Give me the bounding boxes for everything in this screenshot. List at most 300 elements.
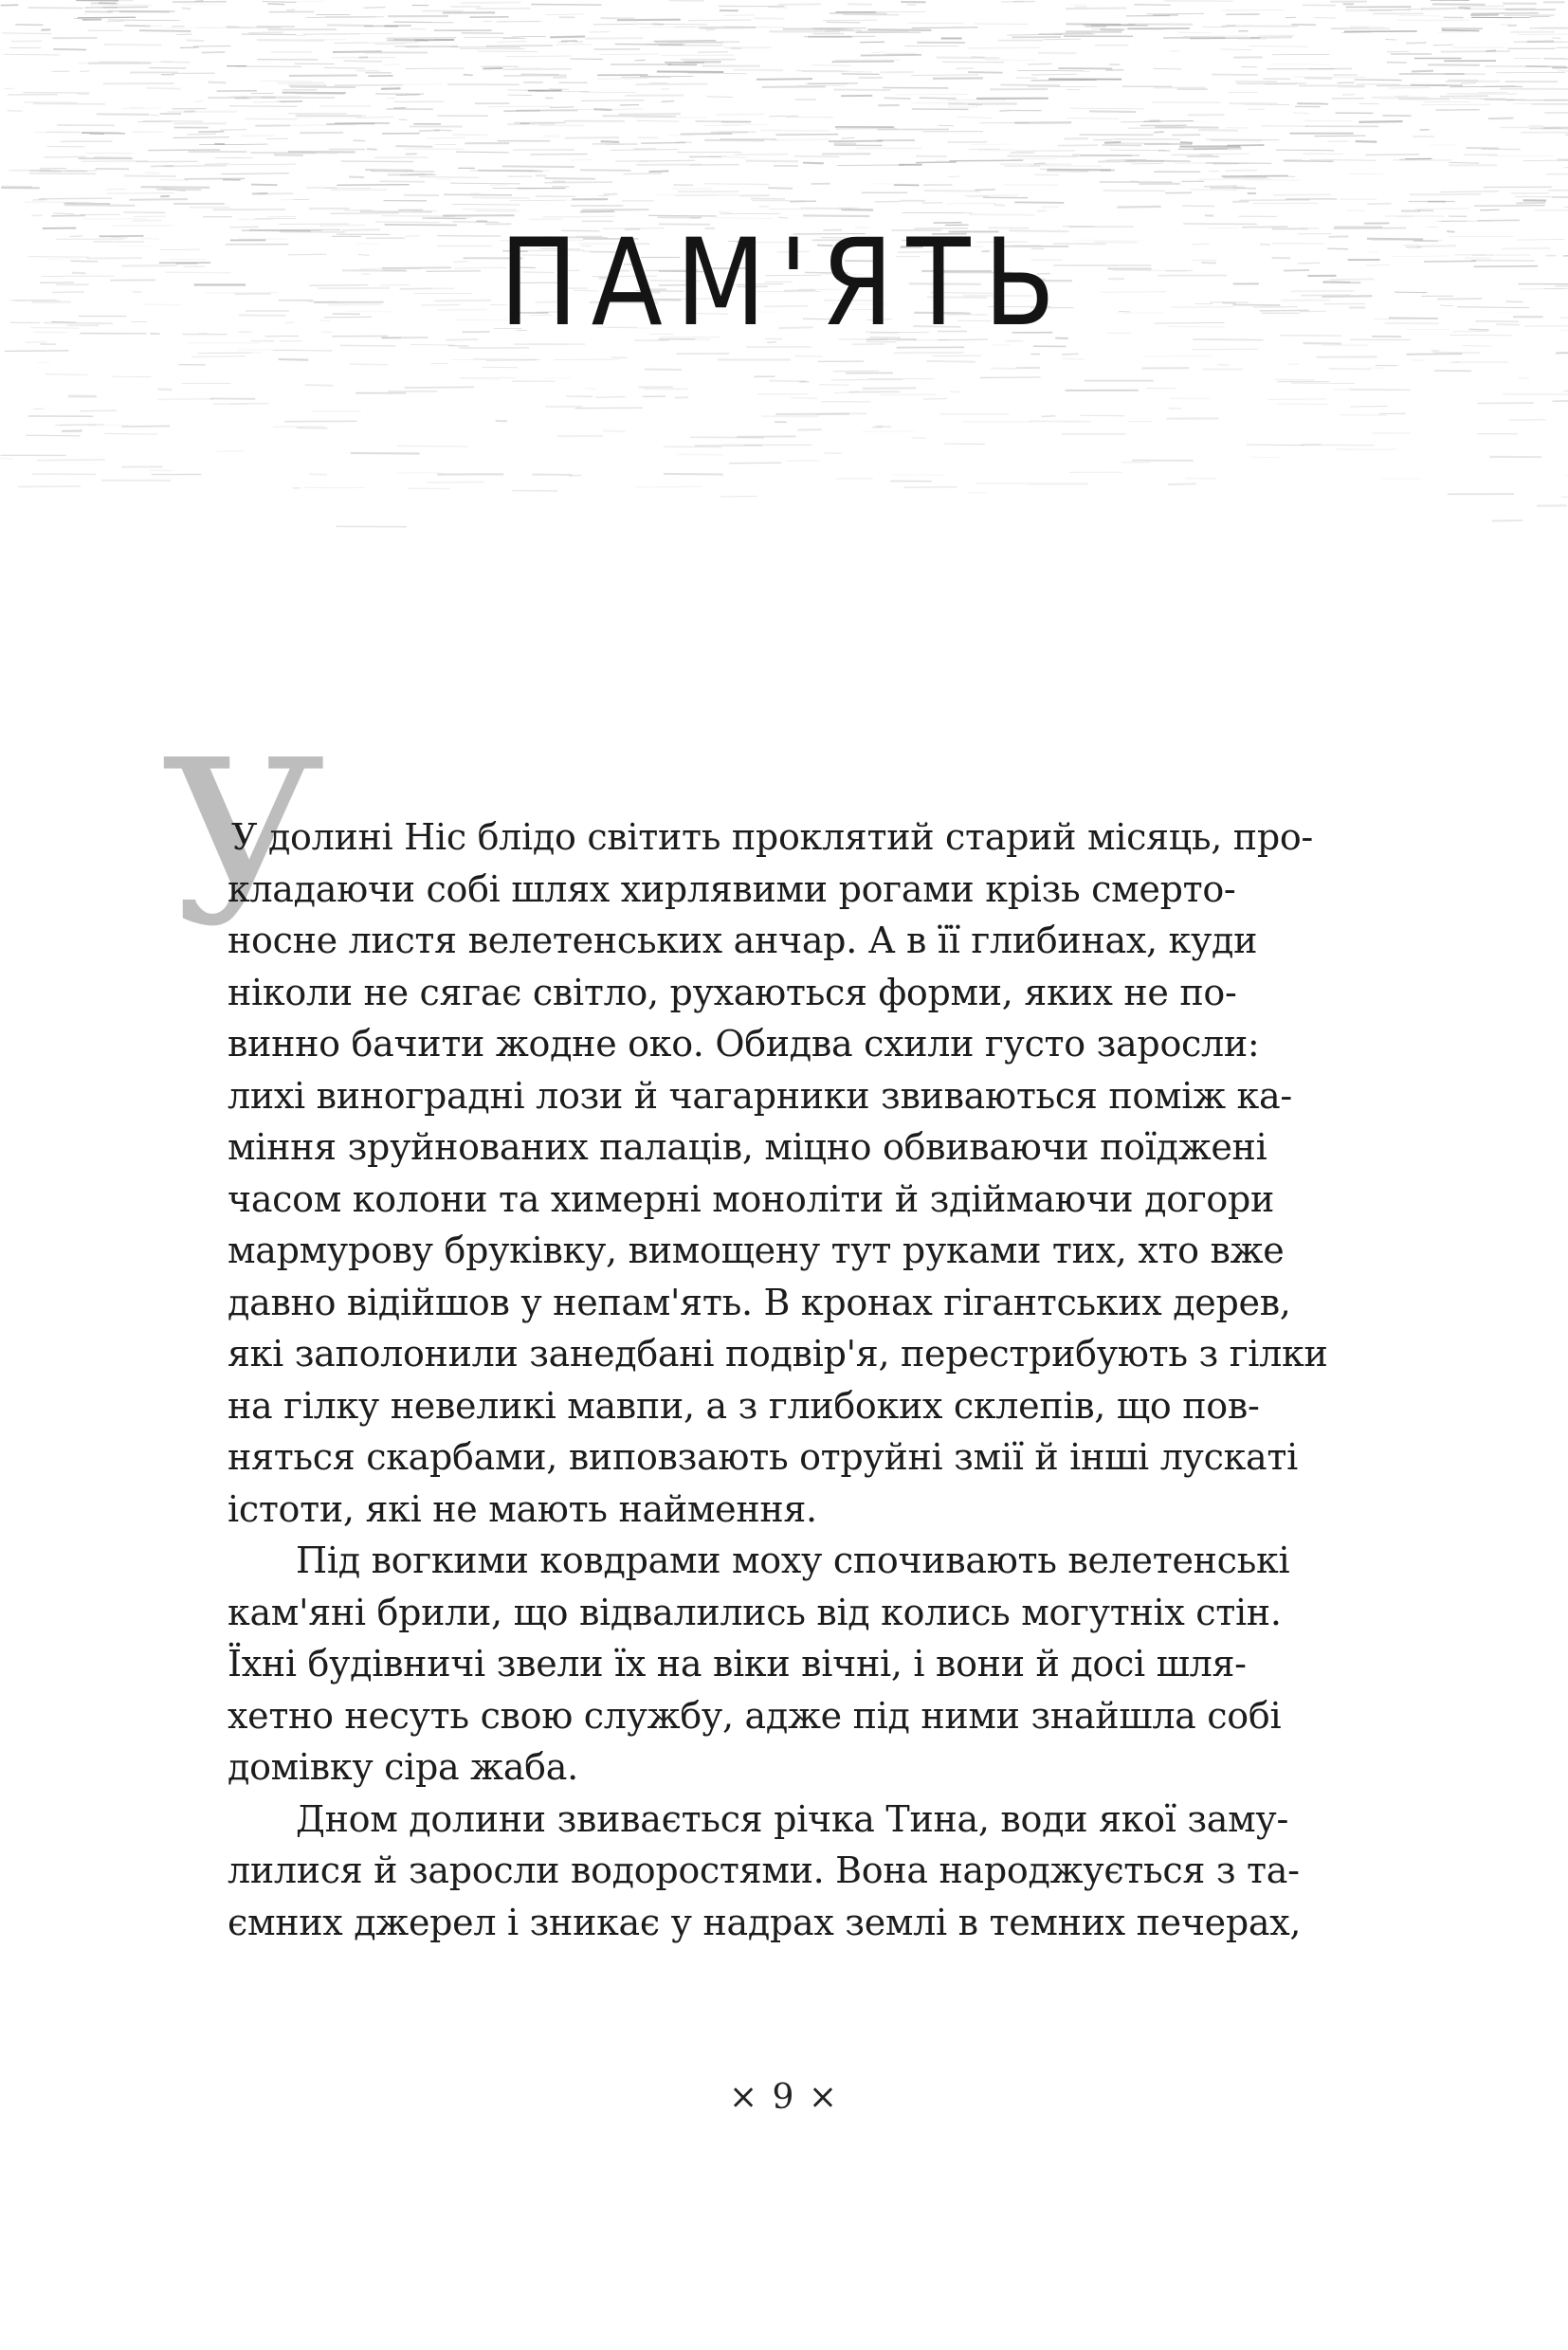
texture-streak [1190,38,1261,39]
texture-streak [791,398,817,399]
texture-streak [462,33,503,34]
texture-streak [351,453,420,454]
texture-streak [102,7,148,8]
texture-streak [305,385,334,386]
texture-streak [649,171,669,172]
texture-streak [836,128,897,129]
texture-streak [208,82,226,83]
texture-streak [776,135,839,136]
texture-streak [267,4,284,5]
texture-streak [819,385,848,386]
texture-streak [1168,483,1196,484]
texture-streak [1284,161,1333,162]
texture-streak [53,213,74,214]
texture-streak [636,24,707,25]
texture-streak [1218,365,1230,366]
texture-streak [768,8,788,9]
texture-streak [1558,71,1568,72]
texture-streak [994,205,1005,206]
texture-streak [290,87,356,88]
texture-streak [1178,32,1211,33]
text-line: ніколи не сягає світло, рухаються форми, яких не по- [228,971,1237,1013]
texture-streak [1441,51,1510,52]
text-line: Їхні будівничі звели їх на віки вічні, і вони й досі шля- [228,1643,1247,1685]
texture-streak [1058,145,1098,146]
texture-streak [1516,203,1545,204]
texture-streak [1008,156,1079,157]
texture-streak [371,172,434,173]
texture-streak [424,39,434,40]
texture-streak [565,137,619,138]
texture-streak [576,109,643,110]
texture-streak [751,198,785,199]
texture-streak [936,58,999,59]
texture-streak [1518,378,1529,379]
texture-streak [507,124,555,125]
texture-streak [733,70,783,71]
texture-streak [37,460,105,461]
texture-streak [230,164,297,165]
texture-streak [602,116,676,117]
texture-streak [831,379,903,380]
texture-streak [1399,16,1441,17]
texture-streak [771,139,830,140]
texture-streak [720,496,757,497]
text-line: носне листя велетенських анчар. А в її глибинах, куди [228,920,1258,961]
texture-streak [1015,78,1037,79]
texture-streak [1338,82,1355,83]
texture-streak [1440,191,1498,192]
texture-streak [1472,17,1512,18]
texture-streak [1518,34,1568,35]
texture-streak [498,42,526,43]
texture-streak [26,435,80,436]
texture-streak [968,196,989,197]
texture-streak [1035,174,1060,175]
texture-streak [434,130,452,131]
texture-streak [832,62,894,63]
texture-streak [39,198,113,199]
texture-streak [581,209,648,210]
texture-streak [463,209,517,210]
texture-streak [1480,209,1499,210]
texture-streak [546,14,584,15]
texture-streak [99,3,116,4]
texture-streak [148,150,220,151]
texture-streak [585,389,596,390]
texture-streak [803,163,824,164]
texture-streak [1226,171,1258,172]
texture-streak [147,88,181,89]
texture-streak [381,88,401,89]
texture-streak [746,161,798,162]
texture-streak [1342,95,1355,96]
texture-streak [1406,43,1426,44]
texture-streak [538,171,550,172]
texture-streak [585,38,643,39]
texture-streak [124,176,176,177]
texture-streak [829,141,883,142]
texture-streak [975,24,1028,25]
texture-streak [876,427,891,428]
texture-streak [580,170,631,171]
texture-streak [1221,26,1235,27]
texture-streak [912,27,978,28]
texture-streak [151,115,159,116]
texture-streak [343,61,382,62]
texture-streak [1556,353,1568,354]
texture-streak [1503,394,1568,395]
texture-streak [91,5,153,6]
texture-streak [722,124,768,125]
texture-streak [295,94,344,95]
texture-streak [1471,13,1539,14]
texture-streak [769,116,798,117]
texture-streak [800,208,853,209]
texture-streak [180,47,199,48]
texture-streak [1193,121,1212,122]
texture-streak [419,177,480,178]
texture-streak [199,144,267,145]
texture-streak [444,194,512,195]
texture-streak [640,160,695,161]
texture-streak [1484,86,1516,87]
texture-streak [531,5,601,6]
texture-streak [408,174,433,175]
texture-streak [611,150,678,151]
texture-streak [191,356,246,357]
texture-streak [1303,343,1341,344]
texture-streak [1461,83,1476,84]
texture-streak [1050,70,1061,71]
texture-streak [811,65,850,66]
texture-streak [490,185,508,186]
texture-streak [636,84,708,85]
texture-streak [1103,145,1141,146]
texture-streak [1030,166,1102,167]
texture-streak [410,345,454,346]
texture-streak [1182,36,1248,37]
texture-streak [201,52,225,53]
texture-streak [737,436,795,437]
texture-streak [158,389,173,390]
texture-streak [335,43,367,44]
texture-streak [1250,457,1281,458]
texture-streak [704,140,764,141]
paragraph-3 [228,1794,1302,1949]
texture-streak [74,19,88,20]
texture-streak [1047,171,1088,172]
texture-streak [1552,38,1560,39]
texture-streak [550,37,585,38]
text-line: давно відійшов у непам'ять. В кронах гігантських дерев, [228,1281,1291,1323]
texture-streak [1031,74,1077,75]
texture-streak [279,359,309,360]
texture-streak [570,159,593,160]
texture-streak [1357,84,1400,85]
texture-streak [452,205,520,206]
texture-streak [427,137,465,138]
texture-streak [379,181,425,182]
texture-streak [283,93,346,94]
texture-streak [837,165,904,166]
body-text [228,811,1328,1948]
texture-streak [242,34,297,35]
texture-streak [156,190,201,191]
texture-streak [1440,96,1489,97]
texture-streak [104,433,157,434]
texture-streak [1268,399,1327,400]
texture-streak [1037,210,1047,211]
texture-streak [107,193,175,194]
texture-streak [1000,110,1011,111]
texture-streak [187,40,205,41]
texture-streak [388,84,442,85]
texture-streak [939,125,954,126]
texture-streak [688,73,747,74]
texture-streak [503,111,540,112]
texture-streak [23,93,89,94]
texture-streak [1117,207,1160,208]
texture-streak [395,22,454,23]
texture-streak [173,137,229,138]
texture-streak [364,26,411,27]
texture-streak [1007,34,1062,35]
texture-streak [245,118,298,119]
texture-streak [1273,194,1331,195]
texture-streak [112,376,151,377]
texture-streak [1304,78,1332,79]
texture-streak [1067,118,1120,119]
texture-streak [1104,142,1121,143]
texture-streak [1,459,13,460]
texture-streak [657,72,723,73]
texture-streak [1227,145,1264,146]
texture-streak [863,388,917,389]
texture-streak [337,185,409,186]
texture-streak [82,133,125,134]
texture-streak [598,79,648,80]
texture-streak [808,83,858,84]
texture-streak [205,164,229,165]
texture-streak [623,173,662,174]
texture-streak [188,134,216,135]
texture-streak [140,187,210,188]
texture-streak [1314,18,1336,19]
texture-streak [1220,49,1251,50]
texture-streak [1293,113,1309,114]
texture-streak [1331,27,1369,28]
texture-streak [1529,126,1543,127]
texture-streak [1527,41,1554,42]
texture-streak [927,361,975,362]
texture-streak [621,77,671,78]
drop-cap-letter: У [161,711,326,976]
texture-streak [37,362,49,363]
texture-streak [595,397,626,398]
texture-streak [349,177,364,178]
texture-streak [615,45,684,46]
texture-streak [823,20,878,21]
text-line: на гілку невеликі мавпи, а з глибоких склепів, що пов- [228,1384,1260,1427]
texture-streak [580,211,614,212]
texture-streak [637,120,680,121]
texture-streak [601,141,620,142]
texture-streak [539,125,584,126]
text-line: міння зруйнованих палаців, міцно обвиваючи поїджені [228,1126,1267,1168]
texture-streak [1105,70,1123,71]
texture-streak [221,173,288,174]
texture-streak [354,140,366,141]
texture-streak [1418,210,1433,211]
texture-streak [1564,475,1568,476]
texture-streak [1081,415,1125,416]
texture-streak [1030,80,1096,81]
chapter-title: ПАМ'ЯТЬ [499,212,1069,353]
texture-streak [1482,149,1521,150]
texture-streak [123,212,165,213]
text-line: няться скарбами, виповзають отруйні змії й інші лускаті [228,1436,1298,1478]
texture-streak [1356,141,1377,142]
texture-streak [406,68,465,69]
texture-streak [121,426,170,427]
texture-streak [1247,445,1304,446]
texture-streak [80,71,89,72]
texture-streak [968,47,1040,48]
texture-streak [220,130,246,131]
texture-streak [1407,354,1463,355]
texture-streak [82,161,148,162]
texture-streak [601,18,635,19]
texture-streak [1387,51,1409,52]
texture-streak [364,8,386,9]
texture-streak [1262,126,1308,127]
texture-streak [1283,160,1303,161]
texture-streak [948,176,960,177]
texture-streak [1449,163,1480,164]
texture-streak [599,54,659,55]
texture-streak [617,20,681,21]
text-line: Дном долини звивається річка Тина, води якої заму- [296,1797,1288,1840]
texture-streak [286,9,295,10]
texture-streak [309,474,327,475]
texture-streak [1190,190,1236,191]
texture-streak [1467,148,1499,149]
texture-streak [486,360,537,361]
texture-streak [366,43,418,44]
texture-streak [1154,132,1164,133]
texture-streak [248,32,283,33]
texture-streak [464,75,473,76]
texture-streak [367,149,377,150]
texture-streak [603,430,625,431]
texture-streak [611,357,627,358]
text-line: лилися й заросли водоростями. Вона народжується з та- [228,1849,1300,1891]
texture-streak [848,4,872,5]
texture-streak [1199,154,1250,155]
texture-streak [861,55,921,56]
texture-streak [662,101,675,102]
texture-streak [1067,89,1081,90]
texture-streak [502,69,572,70]
texture-streak [867,29,931,30]
texture-streak [553,77,566,78]
texture-streak [675,397,688,398]
texture-streak [80,410,117,411]
texture-streak [27,8,82,9]
texture-streak [1288,364,1300,365]
texture-streak [707,97,733,98]
texture-streak [483,21,492,22]
texture-streak [340,345,396,346]
texture-streak [589,32,609,33]
texture-streak [754,18,784,19]
texture-streak [108,20,179,21]
texture-streak [762,86,826,87]
text-line: кам'яні брили, що відвалились від колись могутніх стін. [228,1591,1282,1633]
texture-streak [1535,210,1568,211]
text-line: кладаючи собі шлях хирлявими рогами крізь смерто- [228,867,1236,910]
texture-streak [761,130,830,131]
texture-streak [1067,421,1077,422]
texture-streak [1358,121,1402,122]
texture-streak [1421,104,1490,105]
texture-streak [1221,175,1287,176]
texture-streak [106,21,124,22]
texture-streak [729,463,781,464]
texture-streak [280,199,293,200]
texture-streak [252,193,268,194]
texture-streak [867,378,934,379]
texture-streak [1367,204,1391,205]
texture-streak [1412,71,1433,72]
texture-streak [511,36,545,37]
text-line: мармурову бруківку, вимощену тут руками тих, хто вже [228,1230,1285,1271]
texture-streak [1042,416,1056,417]
texture-streak [301,153,338,154]
texture-streak [1154,68,1182,69]
texture-streak [1329,369,1371,370]
texture-streak [104,45,161,46]
texture-streak [916,162,957,163]
texture-streak [826,22,860,23]
texture-streak [18,486,81,487]
text-line: які заполонили занедбані подвір'я, перестрибують з гілки [228,1333,1328,1375]
texture-streak [1474,206,1545,207]
texture-streak [1563,391,1568,392]
texture-streak [176,34,191,35]
texture-streak [1089,111,1136,112]
texture-streak [911,75,978,76]
texture-streak [778,4,822,5]
texture-streak [716,114,765,115]
texture-streak [1038,33,1091,34]
texture-streak [1411,360,1425,361]
texture-streak [387,38,457,39]
texture-streak [1178,149,1229,150]
page-number: × 9 × [728,2078,840,2117]
texture-streak [278,82,325,83]
texture-streak [1062,354,1078,355]
texture-streak [450,183,520,184]
texture-streak [949,160,1023,161]
texture-streak [1222,10,1284,11]
texture-streak [304,487,365,488]
texture-streak [1333,390,1394,391]
texture-streak [830,13,887,14]
texture-streak [1134,5,1170,6]
texture-streak [956,68,974,69]
